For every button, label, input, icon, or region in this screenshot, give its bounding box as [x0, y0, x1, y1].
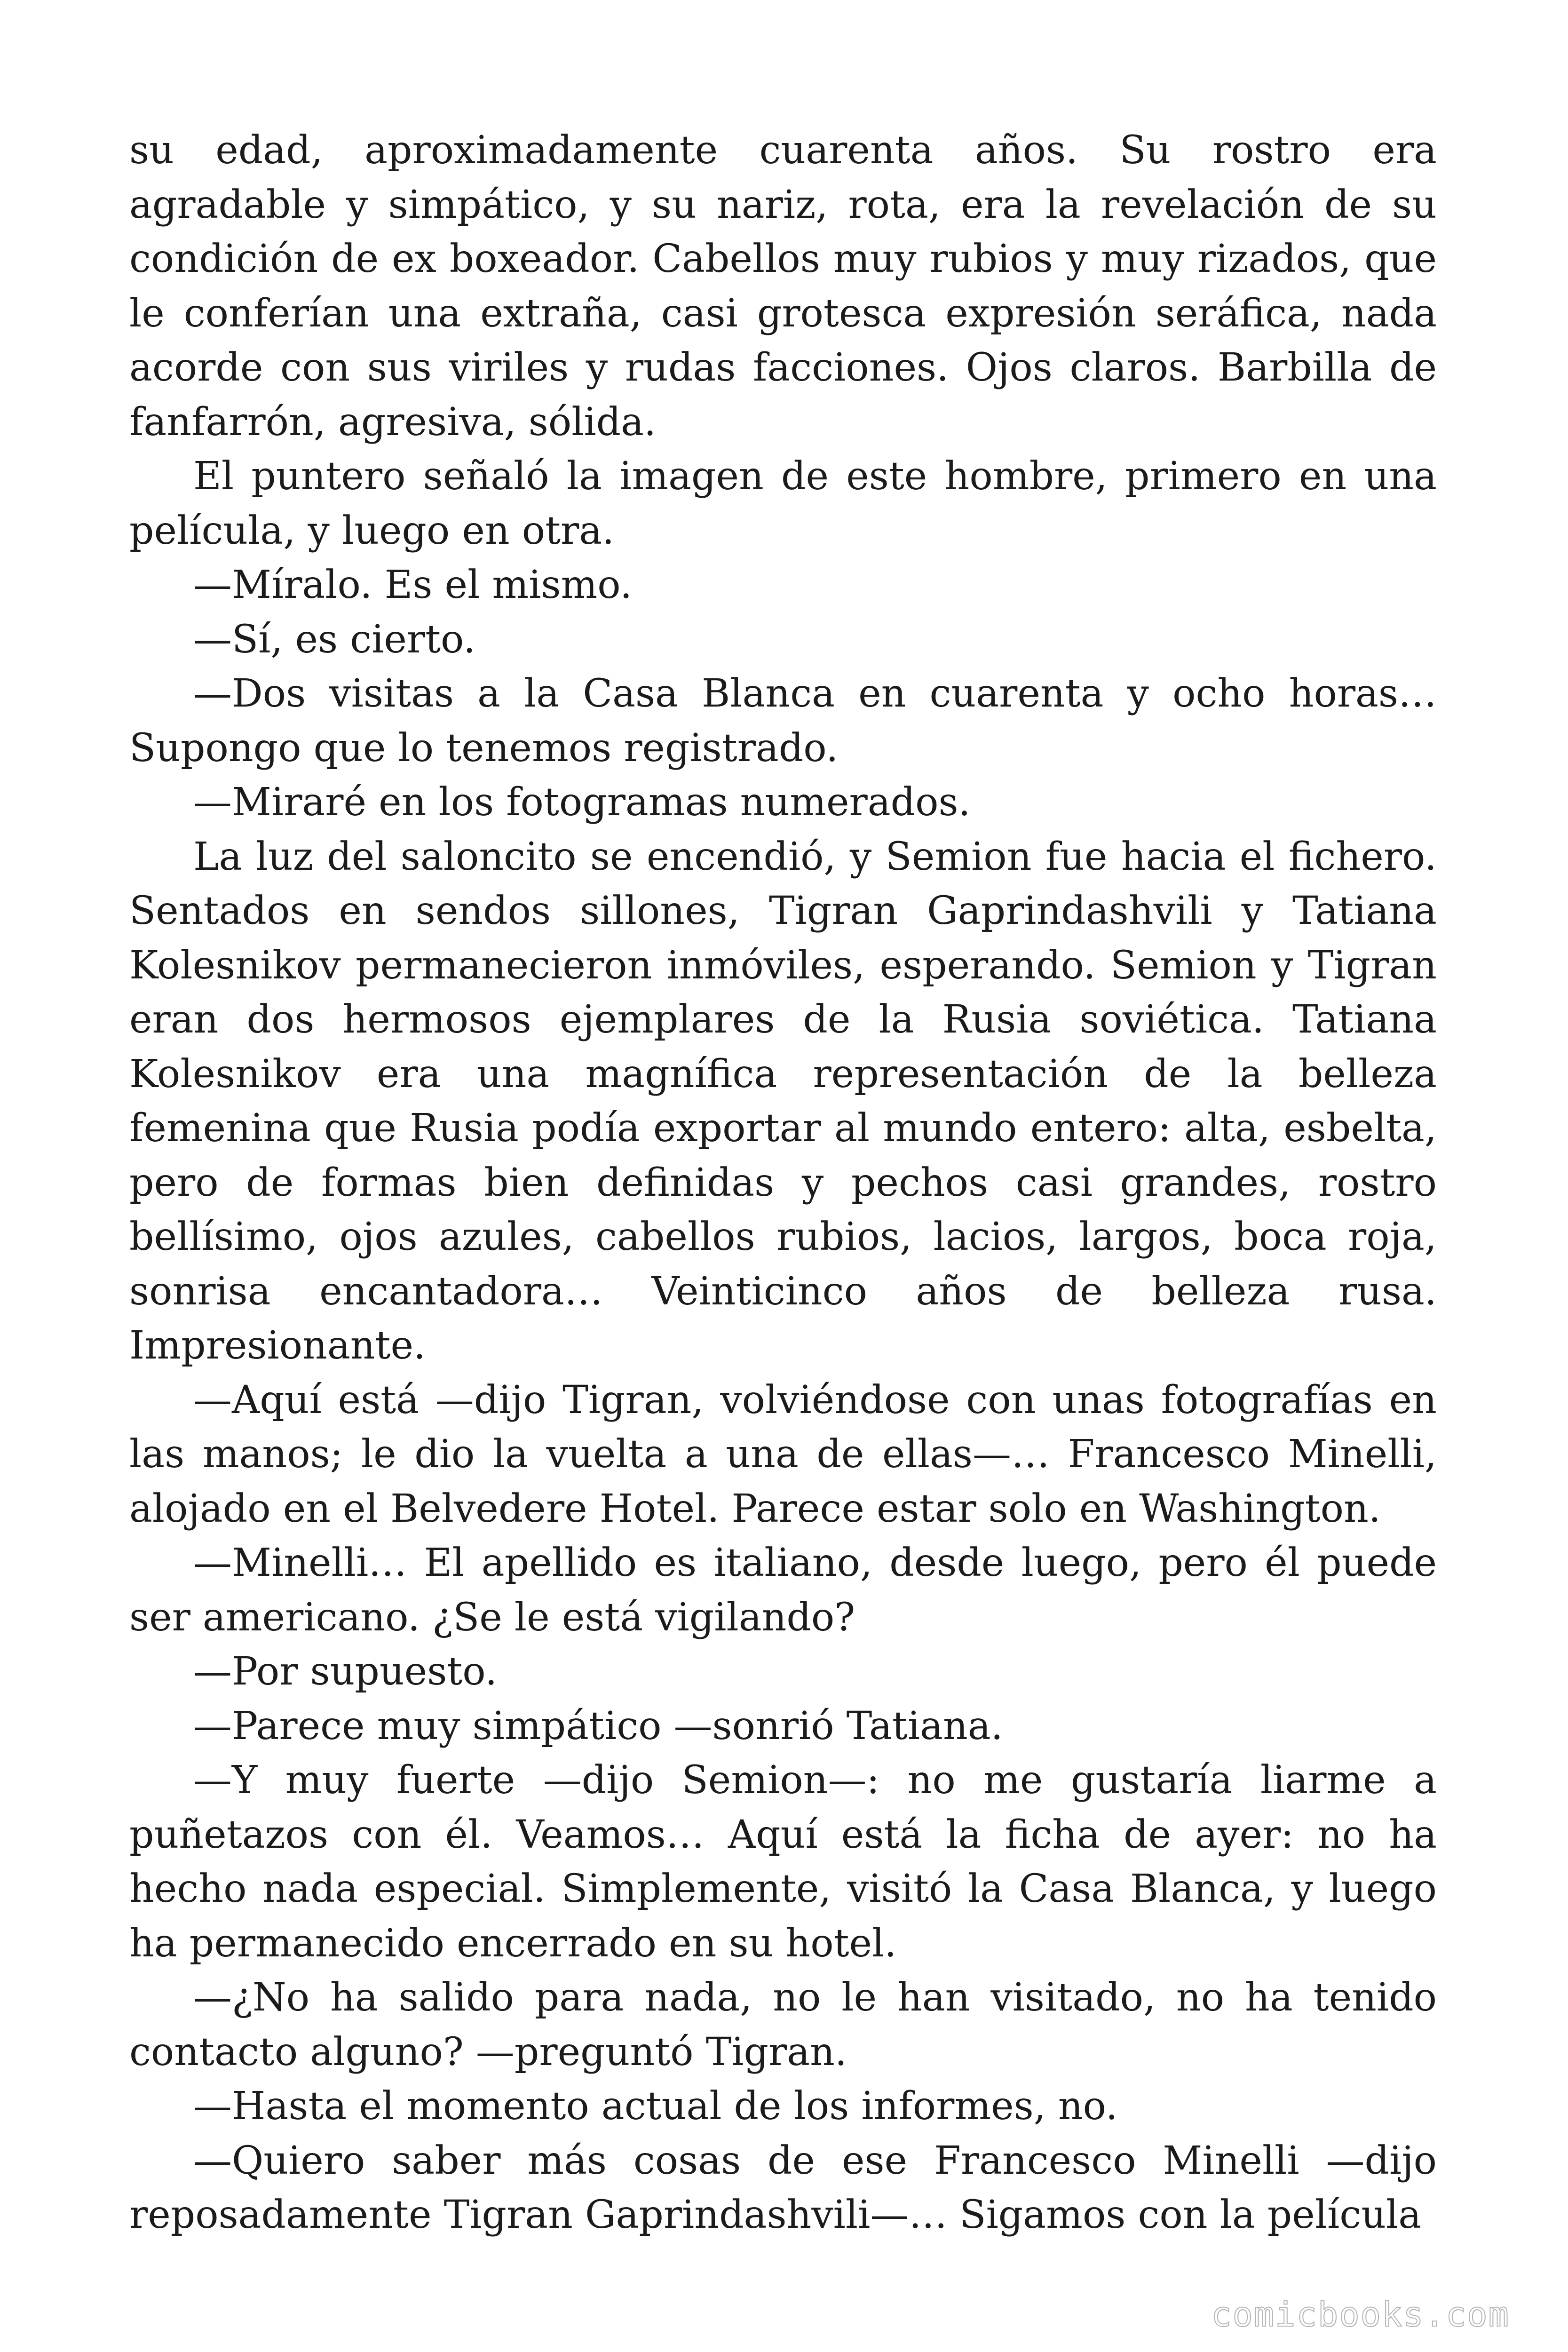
paragraph: La luz del saloncito se encendió, y Semion fue hacia el fichero. Sentados en sendos sillones, Tigran Gaprindashvili y Tatiana Kolesnikov permanecieron inmóviles, esperando. Semion y Tigran eran dos hermosos ejemplares de la Rusia soviética. Tatiana Kolesnikov era una magnífica representación de la belleza femenina que Rusia podía exportar al mundo entero: alta, esbelta, pero de formas bien definidas y pechos casi grandes, rostro bellísimo, ojos azules, cabellos rubios, lacios, largos, boca roja, sonrisa encantadora… Veinticinco años de belleza rusa. Impresionante.	[129, 834, 1437, 1368]
paragraph: —Y muy fuerte —dijo Semion—: no me gustaría liarme a puñetazos con él. Veamos… Aquí está la ficha de ayer: no ha hecho nada especial. Simplemente, visitó la Casa Blanca, y luego ha permanecido encerrado en su hotel.	[129, 1758, 1437, 1966]
paragraph: —Parece muy simpático —sonrió Tatiana.	[193, 1703, 1003, 1748]
paragraph: su edad, aproximadamente cuarenta años. Su rostro era agradable y simpático, y su nariz, rota, era la revelación de su condición de ex boxeador. Cabellos muy rubios y muy rizados, que le conferían una extraña, casi grotesca expresión seráfica, nada acorde con sus viriles y rudas facciones. Ojos claros. Barbilla de fanfarrón, agresiva, sólida.	[129, 128, 1437, 445]
paragraph: —¿No ha salido para nada, no le han visitado, no ha tenido contacto alguno? —preguntó Tigran.	[129, 1975, 1437, 2074]
paragraph: —Dos visitas a la Casa Blanca en cuarenta y ocho horas… Supongo que lo tenemos registrado.	[129, 671, 1437, 771]
paragraph: —Aquí está —dijo Tigran, volviéndose con unas fotografías en las manos; le dio la vuelta a una de ellas—… Francesco Minelli, alojado en el Belvedere Hotel. Parece estar solo en Washington.	[129, 1377, 1437, 1531]
paragraph: —Minelli… El apellido es italiano, desde luego, pero él puede ser americano. ¿Se le está vigilando?	[129, 1541, 1437, 1640]
paragraph: —Miraré en los fotogramas numerados.	[193, 780, 971, 825]
paragraph: —Por supuesto.	[193, 1649, 498, 1694]
watermark: comicbooks.com	[1211, 2295, 1510, 2334]
paragraph: —Hasta el momento actual de los informes, no.	[193, 2084, 1118, 2129]
paragraph: El puntero señaló la imagen de este hombre, primero en una película, y luego en otra.	[129, 454, 1437, 553]
page-text	[129, 123, 1437, 2242]
paragraph: —Quiero saber más cosas de ese Francesco Minelli —dijo reposadamente Tigran Gaprindashvili—… Sigamos con la película	[129, 2138, 1437, 2237]
paragraph: —Sí, es cierto.	[193, 617, 476, 662]
paragraph: —Míralo. Es el mismo.	[193, 563, 633, 607]
